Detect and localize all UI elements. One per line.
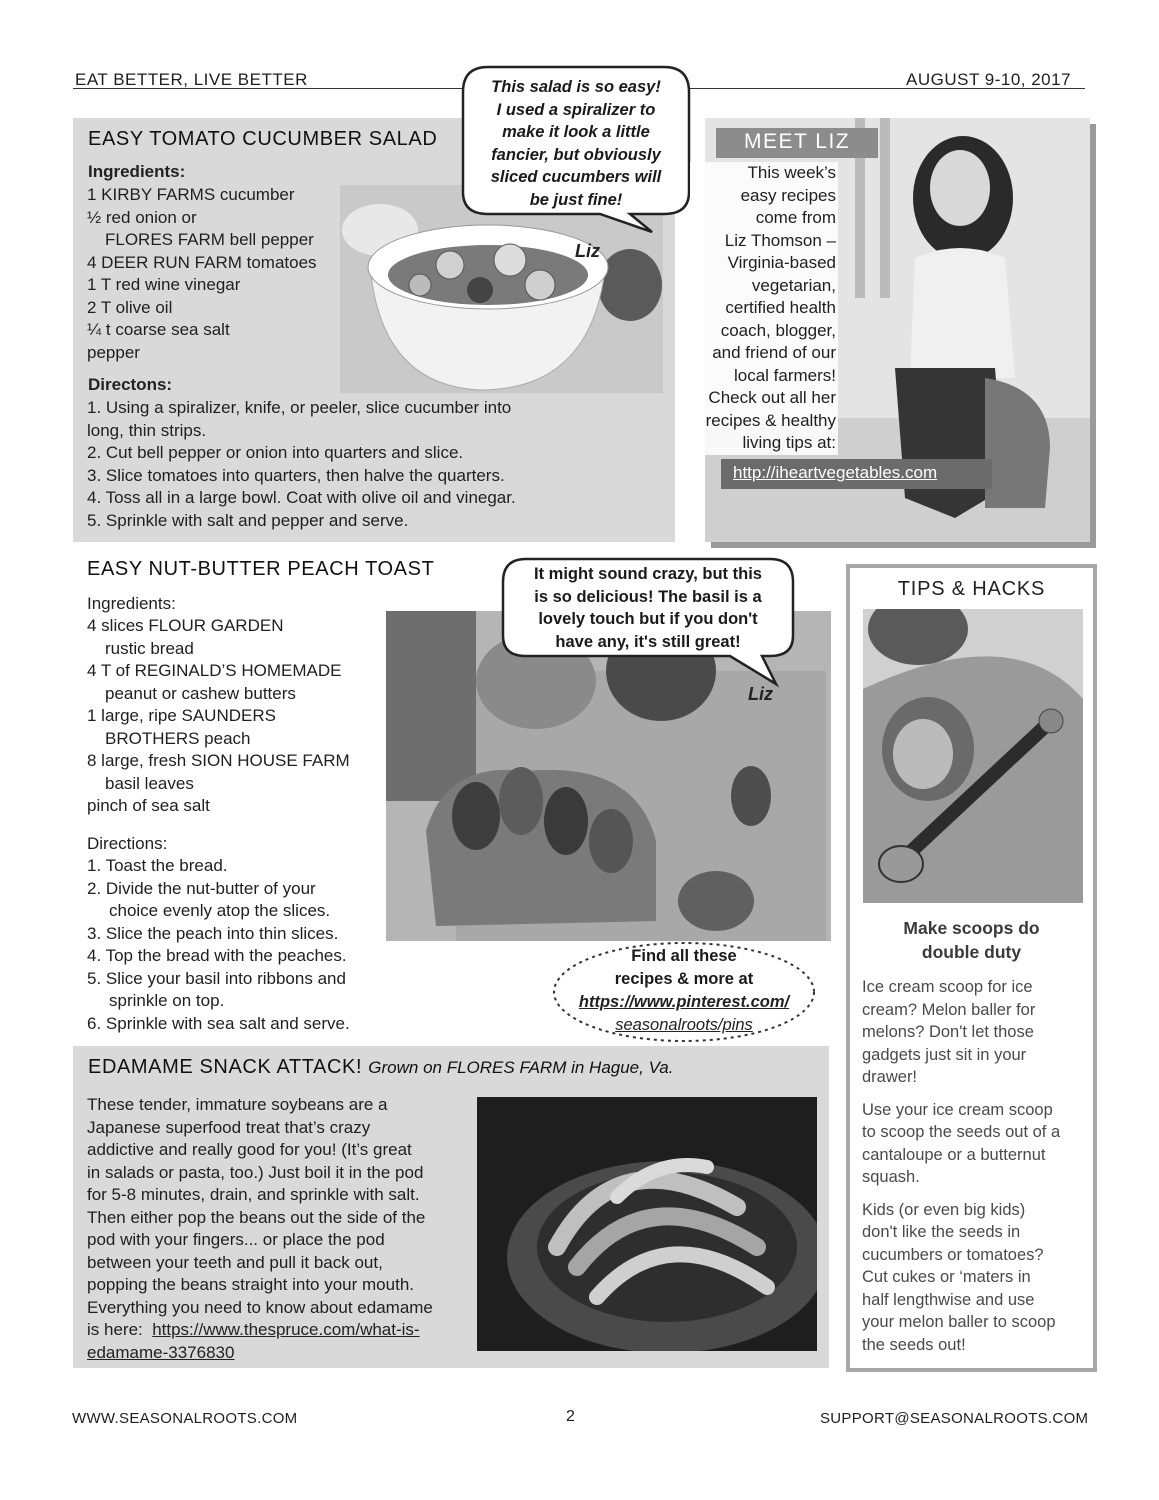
tip-line: don't like the seeds in xyxy=(862,1223,1021,1241)
toast-directions-label: Directions: xyxy=(87,834,168,853)
tip-line: gadgets just sit in your xyxy=(862,1045,1027,1064)
meet-liz-title: MEET LIZ xyxy=(744,130,851,153)
caption-line: Make scoops do xyxy=(903,918,1040,938)
edamame-text xyxy=(87,1094,477,1364)
tip-line: cucumbers or tomatoes? xyxy=(862,1245,1044,1264)
direction-step: 5. Slice your basil into ribbons and xyxy=(87,968,346,988)
footer-email: SUPPORT@SEASONALROOTS.COM xyxy=(820,1410,1089,1427)
ingredient-item: peanut or cashew butters xyxy=(105,683,296,703)
tip-paragraph xyxy=(862,1099,1092,1189)
edamame-photo xyxy=(477,1097,817,1351)
tip-paragraph xyxy=(862,976,1092,1089)
tip-line: the seeds out! xyxy=(862,1335,966,1354)
header-left: EAT BETTER, LIVE BETTER xyxy=(75,70,308,89)
edamame-line xyxy=(87,1342,477,1365)
direction-step: 4. Top the bread with the peaches. xyxy=(87,946,347,965)
bio-line: coach, blogger, xyxy=(720,320,836,340)
salad-title: EASY TOMATO CUCUMBER SALAD xyxy=(88,128,438,150)
toast-ingredients xyxy=(87,615,387,818)
footer-website: WWW.SEASONALROOTS.COM xyxy=(72,1410,298,1427)
bio-line: Virginia-based xyxy=(727,253,836,272)
bio-line: living tips at: xyxy=(742,433,836,452)
ingredient-item: basil leaves xyxy=(105,773,194,793)
edamame-line: addictive and really good for you! (It’s great xyxy=(87,1140,412,1159)
direction-step: 6. Sprinkle with sea salt and serve. xyxy=(87,1013,350,1033)
meet-liz-bio xyxy=(690,162,838,455)
edamame-subtitle: Grown on FLORES FARM in Hague, Va. xyxy=(368,1058,674,1077)
bio-line: come from xyxy=(755,208,836,227)
edamame-line: for 5-8 minutes, drain, and sprinkle with salt. xyxy=(87,1185,420,1204)
tip-line: half lengthwise and use xyxy=(862,1290,1035,1309)
direction-step: long, thin strips. xyxy=(87,420,207,440)
pinterest-link-cont[interactable]: seasonalroots/pins xyxy=(615,1016,753,1034)
blog-link[interactable]: http://iheartvegetables.com xyxy=(733,463,938,482)
ingredient-item: pinch of sea salt xyxy=(87,796,210,815)
bio-line: local farmers! xyxy=(733,365,836,385)
bubble-line: It might sound crazy, but this xyxy=(534,565,762,583)
edamame-line: Then either pop the beans out the side of the xyxy=(87,1207,426,1227)
edamame-line: Japanese superfood treat that’s crazy xyxy=(87,1117,371,1137)
tip-line: Use your ice cream scoop xyxy=(862,1100,1053,1119)
bubble-line: fancier, but obviously xyxy=(491,145,661,164)
salad-bubble-signature: Liz xyxy=(575,241,600,261)
pinterest-callout xyxy=(551,940,817,1044)
bio-line: Check out all her xyxy=(708,388,836,407)
bio-line: and friend of our xyxy=(712,343,836,362)
tips-photo xyxy=(863,609,1083,903)
tip-line: Ice cream scoop for ice xyxy=(862,978,1033,996)
ingredient-item: 2 T olive oil xyxy=(87,297,173,317)
edamame-heading: EDAMAME SNACK ATTACK! xyxy=(88,1056,363,1078)
toast-ingredients-label: Ingredients: xyxy=(87,594,176,613)
caption-line: double duty xyxy=(921,942,1022,962)
edamame-line xyxy=(87,1319,477,1342)
toast-title: EASY NUT-BUTTER PEACH TOAST xyxy=(87,558,435,580)
pinterest-link[interactable]: https://www.pinterest.com/ xyxy=(578,993,790,1011)
direction-step: 2. Divide the nut-butter of your xyxy=(87,878,316,898)
edamame-line: popping the beans straight into your mouth. xyxy=(87,1275,414,1294)
ingredient-item: 8 large, fresh SION HOUSE FARM xyxy=(87,751,350,770)
salad-directions xyxy=(87,397,667,532)
ingredient-item: 4 DEER RUN FARM tomatoes xyxy=(87,252,317,272)
salad-ingredients xyxy=(87,184,347,364)
tips-text xyxy=(862,976,1092,1356)
direction-step: 3. Slice tomatoes into quarters, then halve the quarters. xyxy=(87,465,505,485)
ingredient-item: rustic bread xyxy=(105,638,194,658)
tip-paragraph xyxy=(862,1199,1092,1357)
tip-line: Kids (or even big kids) xyxy=(862,1200,1026,1219)
direction-step: 4. Toss all in a large bowl. Coat with olive oil and vinegar. xyxy=(87,488,516,507)
bubble-line: lovely touch but if you don't xyxy=(538,610,758,628)
direction-step: 3. Slice the peach into thin slices. xyxy=(87,923,339,943)
ingredient-item: FLORES FARM bell pepper xyxy=(105,230,314,249)
direction-step: choice evenly atop the slices. xyxy=(109,901,331,920)
direction-step: 1. Using a spiralizer, knife, or peeler, slice cucumber into xyxy=(87,398,512,417)
page-number: 2 xyxy=(566,1408,575,1425)
toast-directions xyxy=(87,855,387,1035)
salad-directions-label: Directons: xyxy=(88,375,173,394)
direction-step: 2. Cut bell pepper or onion into quarters and slice. xyxy=(87,443,464,462)
edamame-link[interactable]: https://www.thespruce.com/what-is- xyxy=(152,1320,420,1339)
edamame-line: These tender, immature soybeans are a xyxy=(87,1095,388,1114)
tips-caption xyxy=(846,916,1097,964)
toast-speech-bubble xyxy=(500,556,796,688)
bubble-line: is so delicious! The basil is a xyxy=(534,587,762,606)
tip-line: squash. xyxy=(862,1168,920,1186)
ingredient-item: BROTHERS peach xyxy=(105,728,251,748)
tip-line: cantaloupe or a butternut xyxy=(862,1145,1046,1164)
edamame-lead: is here: xyxy=(87,1320,143,1339)
melon-baller-image xyxy=(863,609,1083,903)
tip-line: drawer! xyxy=(862,1068,918,1086)
ingredient-item: ¼ t coarse sea salt xyxy=(87,320,230,339)
tip-line: melons? Don't let those xyxy=(862,1023,1034,1041)
edamame-line: in salads or pasta, too.) Just boil it in the pod xyxy=(87,1162,424,1182)
bubble-line: This salad is so easy! xyxy=(491,78,661,96)
bio-line: This week’s xyxy=(747,163,836,182)
bio-line: Liz Thomson – xyxy=(724,230,836,250)
callout-line: recipes & more at xyxy=(614,970,754,988)
ingredient-item: 4 slices FLOUR GARDEN xyxy=(87,616,284,635)
tip-line: your melon baller to scoop xyxy=(862,1313,1056,1331)
edamame-line: between your teeth and pull it back out, xyxy=(87,1252,383,1272)
bubble-line: have any, it's still great! xyxy=(555,632,741,651)
callout-line: Find all these xyxy=(631,947,737,965)
tip-line: to scoop the seeds out of a xyxy=(862,1123,1061,1141)
salad-speech-bubble xyxy=(460,64,692,234)
edamame-line: Everything you need to know about edamame xyxy=(87,1297,433,1317)
ingredient-item: 1 T red wine vinegar xyxy=(87,275,241,294)
ingredient-item: ½ red onion or xyxy=(87,207,197,227)
edamame-link-cont[interactable]: edamame-3376830 xyxy=(87,1342,235,1362)
edamame-line: pod with your fingers... or place the pod xyxy=(87,1230,385,1249)
direction-step: sprinkle on top. xyxy=(109,991,225,1010)
ingredient-item: 1 KIRBY FARMS cucumber xyxy=(87,185,295,204)
direction-step: 1. Toast the bread. xyxy=(87,856,228,875)
bubble-line: be just fine! xyxy=(529,190,623,209)
edamame-title xyxy=(88,1056,673,1079)
ingredient-item: pepper xyxy=(87,342,140,362)
bio-line: certified health xyxy=(725,298,836,317)
ingredient-item: 1 large, ripe SAUNDERS xyxy=(87,706,276,725)
blog-link-box[interactable] xyxy=(721,459,992,489)
tips-title: TIPS & HACKS xyxy=(897,578,1046,600)
bio-line: vegetarian, xyxy=(751,275,836,295)
bio-line: easy recipes xyxy=(740,185,836,205)
toast-bubble-signature: Liz xyxy=(748,684,773,704)
direction-step: 5. Sprinkle with salt and pepper and serve. xyxy=(87,510,409,530)
edamame-bowl-image xyxy=(477,1097,817,1351)
bio-line: recipes & healthy xyxy=(705,410,836,430)
tip-line: Cut cukes or ‘maters in xyxy=(862,1268,1031,1286)
tip-line: cream? Melon baller for xyxy=(862,1000,1036,1019)
bubble-line: sliced cucumbers will xyxy=(490,168,662,186)
salad-ingredients-label: Ingredients: xyxy=(88,162,186,181)
header-date: AUGUST 9-10, 2017 xyxy=(906,70,1072,89)
ingredient-item: 4 T of REGINALD’S HOMEMADE xyxy=(87,661,342,680)
bubble-line: I used a spiralizer to xyxy=(496,100,656,119)
bubble-line: make it look a little xyxy=(502,123,650,141)
